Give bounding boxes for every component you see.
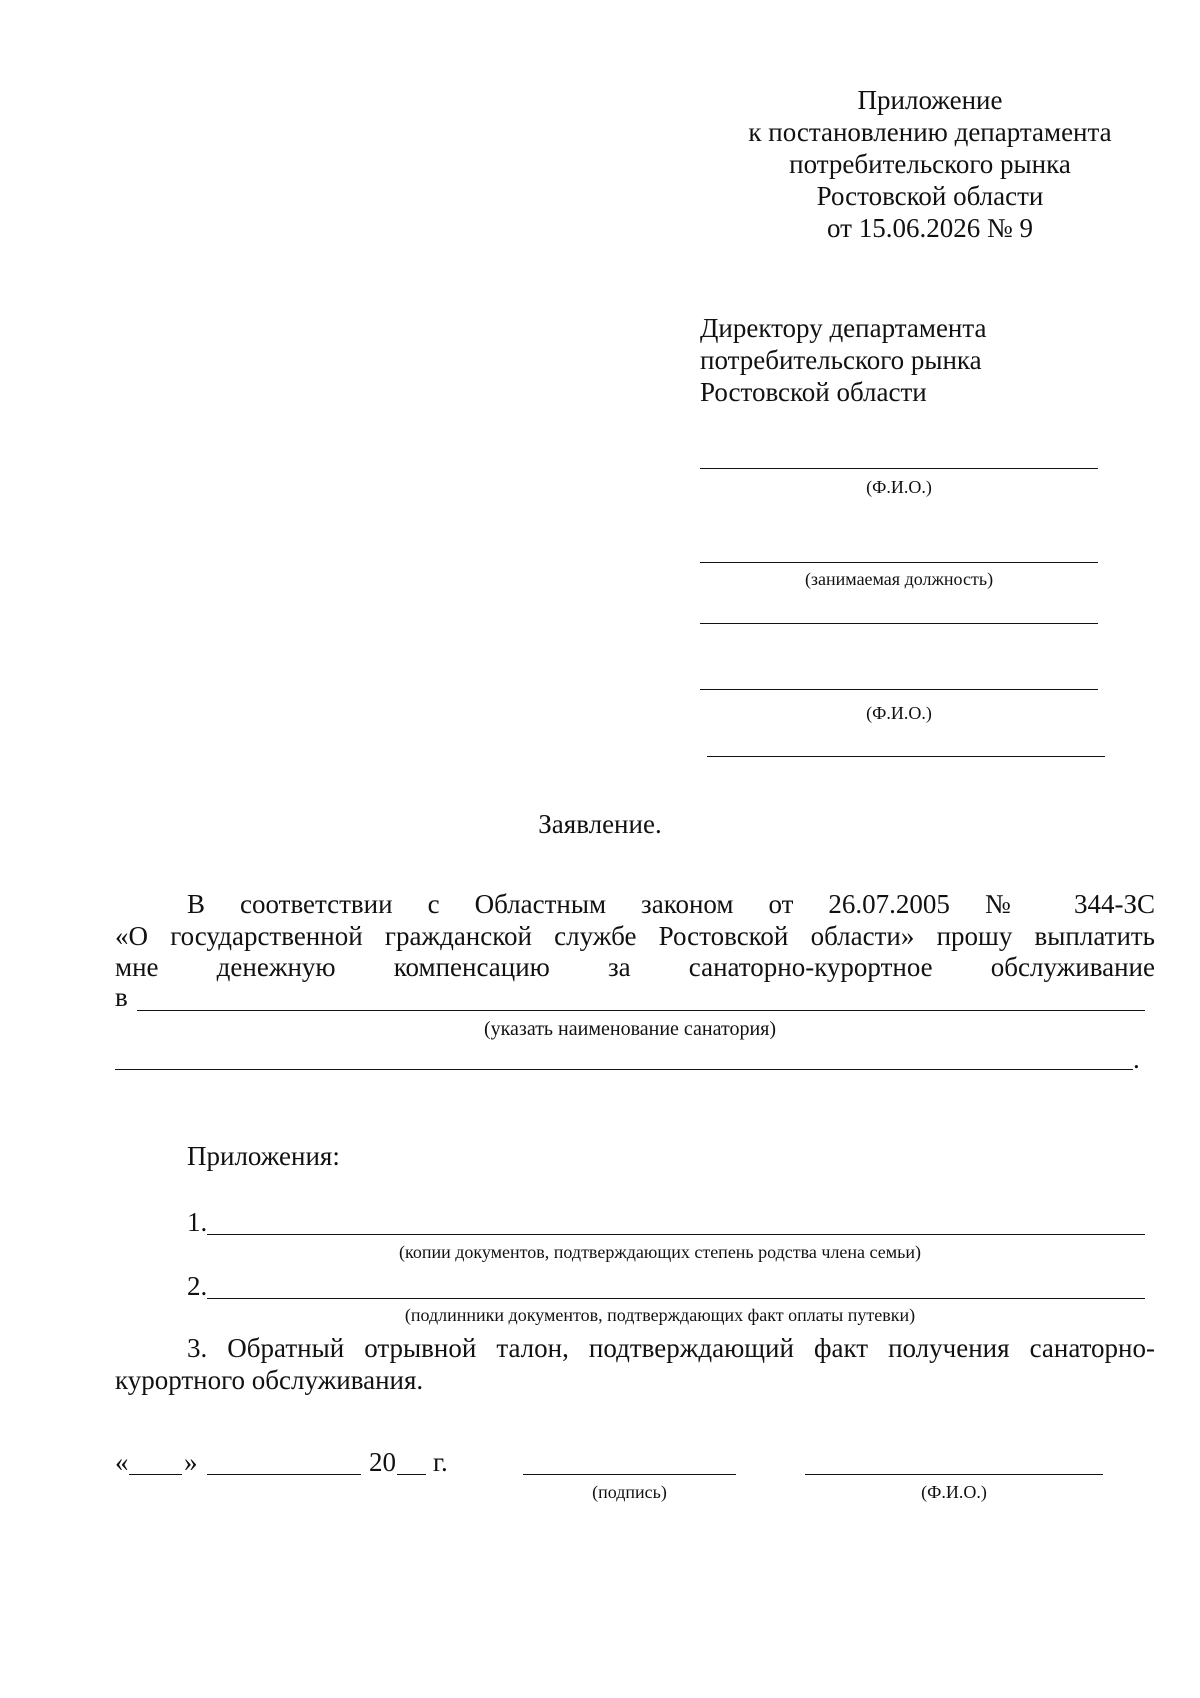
applicant-position-field[interactable] [700,562,1098,563]
date-year-prefix: 20 [369,1447,396,1477]
body-line-2: «О государственной гражданской службе Ростовской области» прошу выплатить [115,921,1155,951]
sanatorium-field-2[interactable] [115,1069,1133,1070]
body-line-1: В соответствии с Областным законом от 26.07.2005 № 344-ЗС [187,889,1155,919]
applicant-position-caption: (занимаемая должность) [804,569,994,589]
signature-fio-field[interactable] [805,1474,1103,1475]
appendix-header [690,84,1170,244]
appendix-line: Приложение [857,85,1003,115]
sanatorium-caption: (указать наименование санатория) [483,1018,777,1040]
attachment-3-line-2: курортного обслуживания. [115,1365,424,1395]
date-open-quote: « [115,1447,129,1477]
body-line-3: мне денежную компенсацию за санаторно-курортное обслуживание [115,952,1155,982]
sanatorium-field[interactable] [137,1010,1145,1011]
addressee-line: Директору департамента [700,313,987,343]
date-year-suffix: г. [433,1447,448,1477]
appendix-line: Ростовской области [816,181,1044,211]
date-year-field[interactable] [397,1474,426,1475]
applicant-fio-caption: (Ф.И.О.) [866,703,932,723]
attachment-2-field[interactable] [207,1298,1145,1299]
attachment-1-caption: (копии документов, подтверждающих степень родства члена семьи) [399,1242,921,1262]
signature-caption: (подпись) [592,1482,667,1502]
director-fio-field[interactable] [700,468,1098,469]
body-end-period: . [1133,1044,1140,1074]
date-close-quote: » [184,1447,198,1477]
attachment-1-field[interactable] [207,1234,1145,1235]
attachment-2-caption: (подлинники документов, подтверждающих факт оплаты путевки) [404,1305,916,1325]
attachment-3-line-1: 3. Обратный отрывной талон, подтверждающий факт получения санаторно- [187,1333,1155,1363]
attachments-heading: Приложения: [187,1141,340,1171]
applicant-fio-field[interactable] [700,689,1098,690]
addressee-block [700,312,1160,408]
addressee-line: Ростовской области [700,377,927,407]
attachment-1-number: 1. [187,1207,208,1237]
applicant-position-field-2[interactable] [700,623,1098,624]
appendix-line: потребительского рынка [789,149,1071,179]
appendix-line: от 15.06.2026 № 9 [827,213,1033,243]
addressee-line: потребительского рынка [700,345,982,375]
director-fio-caption: (Ф.И.О.) [866,477,932,497]
date-day-field[interactable] [129,1474,182,1475]
appendix-line: к постановлению департамента [748,117,1112,147]
signature-field[interactable] [523,1474,736,1475]
attachment-2-number: 2. [187,1271,208,1301]
applicant-extra-field[interactable] [707,756,1105,757]
signature-fio-caption: (Ф.И.О.) [921,1482,987,1502]
document-title: Заявление. [538,809,662,839]
body-line-4-prefix: в [115,982,128,1012]
date-month-field[interactable] [207,1474,361,1475]
